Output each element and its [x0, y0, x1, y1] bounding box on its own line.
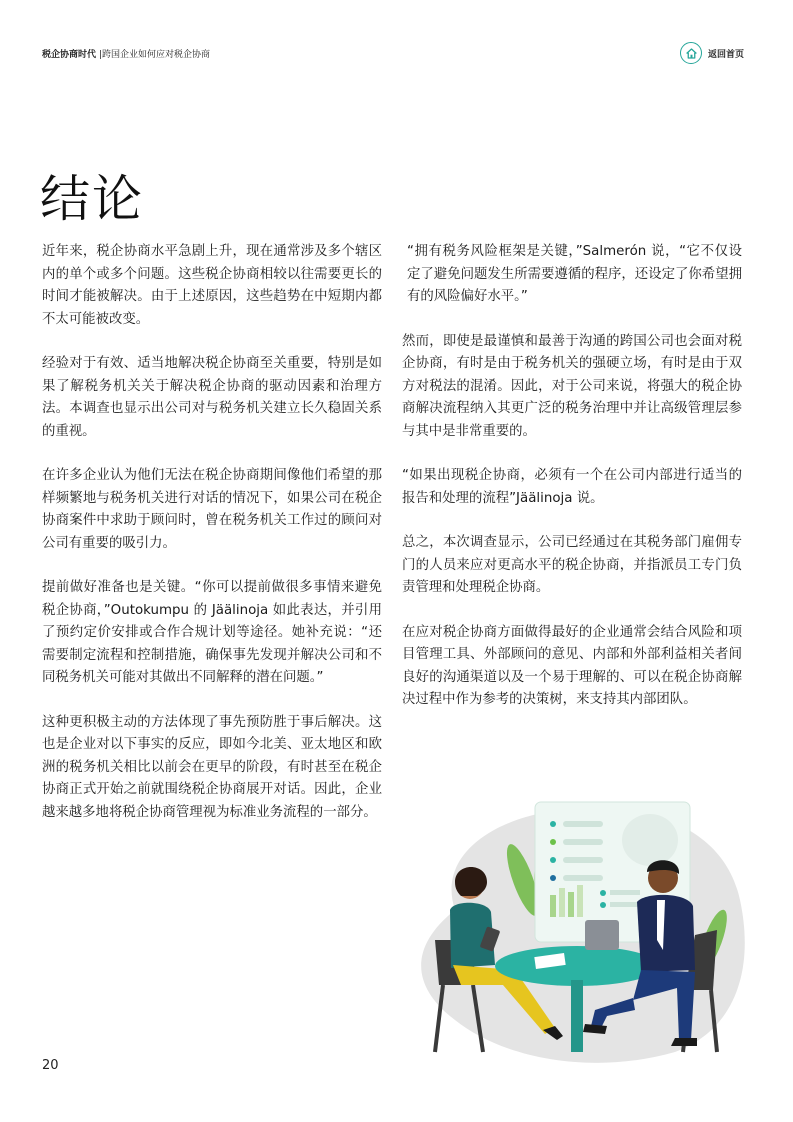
paragraph: 在许多企业认为他们无法在税企协商期间像他们希望的那样频繁地与税务机关进行对话的情况下，如果公司在税企协商案件中求助于顾问时，曾在税务机关工作过的顾问对公司有重要的吸引力。	[42, 468, 382, 551]
paragraph: 总之，本次调查显示，公司已经通过在其税务部门雇佣专门的人员来应对更高水平的税企协商，并指派员工专门负责管理和处理税企协商。	[402, 535, 742, 595]
report-title: 税企协商时代	[42, 50, 97, 60]
paragraph: 经验对于有效、适当地解决税企协商至关重要，特别是如果了解税务机关关于解决税企协商的驱动因素和治理方法。本调查也显示出公司对与税务机关建立长久稳固关系的重视。	[42, 356, 382, 439]
page-title: 结论	[40, 170, 144, 228]
paragraph: 然而，即使是最谨慎和最善于沟通的跨国公司也会面对税企协商，有时是由于税务机关的强硬立场，有时是由于双方对税法的混淆。因此，对于公司来说，将强大的税企协商解决流程纳入其更广泛的税务治理中并让高级管理层参与其中是非常重要的。	[402, 333, 742, 439]
meeting-illustration	[395, 790, 755, 1065]
back-to-home-button[interactable]	[680, 42, 744, 64]
report-subtitle: 跨国企业如何应对税企协商	[101, 50, 210, 60]
paragraph: 近年来，税企协商水平急剧上升，现在通常涉及多个辖区内的单个或多个问题。这些税企协商相较以往需要更长的时间才能被解决。由于上述原因，这些趋势在中短期内都不太可能被改变。	[42, 244, 382, 327]
paragraph: 提前做好准备也是关键。“你可以提前做很多事情来避免税企协商，”Outokumpu 的 Jäälinoja 如此表达，并引用了预约定价安排或合作合规计划等途径。她补充说：“还需要制定流程和控制措施，确保事先发现并解决公司和不同税务机关可能对其做出不同解释的潜在问题。”	[42, 580, 382, 685]
right-column	[402, 241, 742, 734]
left-column	[42, 241, 382, 846]
paragraph: “如果出现税企协商，必须有一个在公司内部进行适当的报告和处理的流程”Jäälinoja 说。	[402, 468, 742, 506]
paragraph: 在应对税企协商方面做得最好的企业通常会结合风险和项目管理工具、外部顾问的意见、内部和外部利益相关者间良好的沟通渠道以及一个易于理解的、可以在税企协商解决过程中作为参考的决策树，来支持其内部团队。	[402, 624, 742, 707]
home-icon	[680, 42, 702, 64]
header-separator: |	[98, 50, 102, 60]
quote-paragraph: “拥有税务风险框架是关键，”Salmerón 说，“它不仅设定了避免问题发生所需要遵循的程序，还设定了你希望拥有的风险偏好水平。”	[407, 244, 742, 304]
paragraph: 这种更积极主动的方法体现了事先预防胜于事后解决。这也是企业对以下事实的反应，即如今北美、亚太地区和欧洲的税务机关相比以前会在更早的阶段，有时甚至在税企协商正式开始之前就围绕税企协商展开对话。因此，企业越来越多地将税企协商管理视为标准业务流程的一部分。	[42, 714, 382, 820]
page-number: 20	[42, 1058, 59, 1073]
running-header	[42, 47, 210, 60]
home-label: 返回首页	[708, 49, 745, 60]
